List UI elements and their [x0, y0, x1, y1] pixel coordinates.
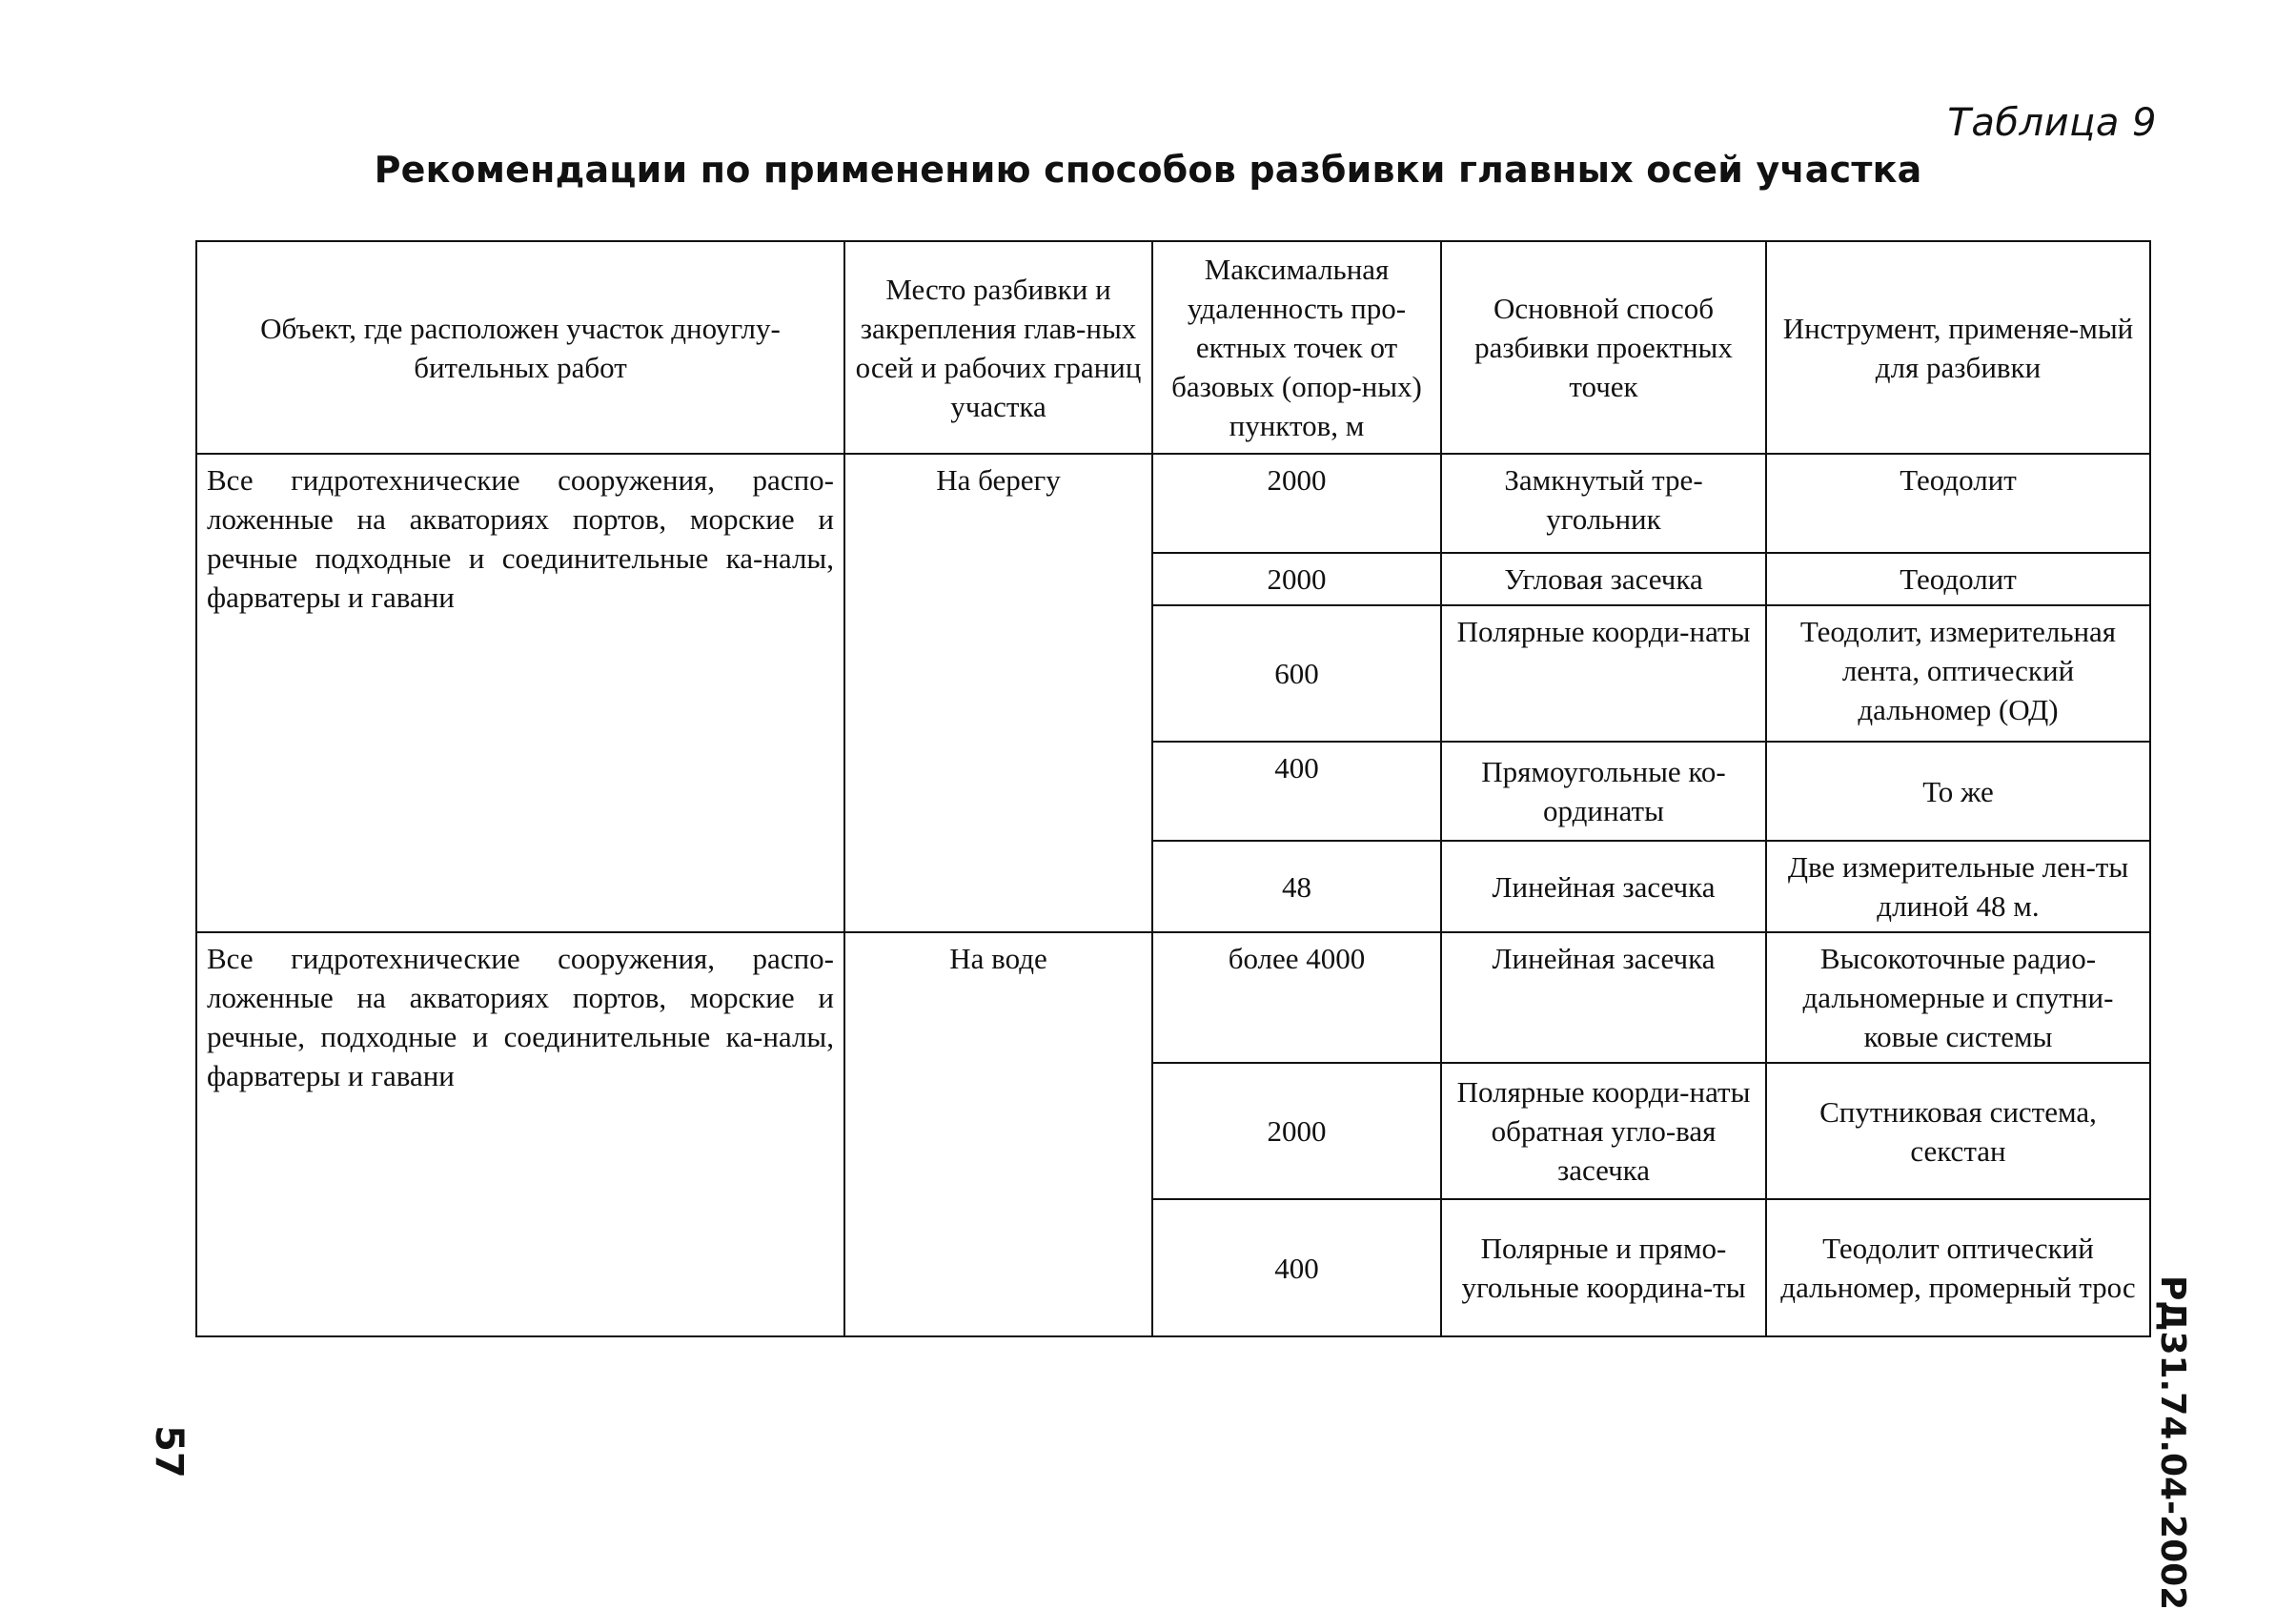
distance-cell: 2000	[1152, 454, 1441, 553]
object-cell: Все гидротехнические сооружения, распо-ложенные на акваториях портов, морские и речные подходные и соединительные ка-налы, фарватеры и гавани	[196, 454, 844, 932]
distance-cell: 400	[1152, 742, 1441, 841]
table-row	[196, 932, 2150, 1063]
distance-cell: 2000	[1152, 1063, 1441, 1199]
method-cell: Прямоугольные ко-ординаты	[1441, 742, 1766, 841]
instrument-cell: Теодолит	[1766, 553, 2150, 605]
table-title: Рекомендации по применению способов разбивки главных осей участка	[374, 149, 1922, 191]
header-place: Место разбивки и закрепления глав-ных осей и рабочих границ участка	[844, 241, 1152, 454]
method-cell: Линейная засечка	[1441, 932, 1766, 1063]
header-method: Основной способ разбивки проектных точек	[1441, 241, 1766, 454]
instrument-cell: Теодолит оптический дальномер, промерный трос	[1766, 1199, 2150, 1336]
method-cell: Замкнутый тре-угольник	[1441, 454, 1766, 553]
instrument-cell: Теодолит	[1766, 454, 2150, 553]
header-instrument: Инструмент, применяе-мый для разбивки	[1766, 241, 2150, 454]
place-cell: На берегу	[844, 454, 1152, 932]
distance-cell: 600	[1152, 605, 1441, 742]
header-row	[196, 241, 2150, 454]
instrument-cell: То же	[1766, 742, 2150, 841]
header-distance: Максимальная удаленность про-ектных точек от базовых (опор-ных) пунктов, м	[1152, 241, 1441, 454]
distance-cell: более 4000	[1152, 932, 1441, 1063]
object-cell: Все гидротехнические сооружения, распо-ложенные на акваториях портов, морские и речные, подходные и соединительные ка-налы, фарватеры и гавани	[196, 932, 844, 1336]
header-object: Объект, где расположен участок дноуглу-бительных работ	[196, 241, 844, 454]
instrument-cell: Высокоточные радио-дальномерные и спутни-ковые системы	[1766, 932, 2150, 1063]
distance-cell: 400	[1152, 1199, 1441, 1336]
method-cell: Полярные коорди-наты	[1441, 605, 1766, 742]
table-row	[196, 454, 2150, 553]
place-cell: На воде	[844, 932, 1152, 1336]
method-cell: Полярные и прямо-угольные координа-ты	[1441, 1199, 1766, 1336]
instrument-cell: Теодолит, измерительная лента, оптический дальномер (ОД)	[1766, 605, 2150, 742]
distance-cell: 2000	[1152, 553, 1441, 605]
method-cell: Полярные коорди-наты обратная угло-вая засечка	[1441, 1063, 1766, 1199]
method-cell: Линейная засечка	[1441, 841, 1766, 932]
document-code: РД31.74.04-2002	[2153, 1275, 2192, 1610]
table-label: Таблица 9	[1947, 101, 2157, 145]
instrument-cell: Спутниковая система, секстан	[1766, 1063, 2150, 1199]
distance-cell: 48	[1152, 841, 1441, 932]
instrument-cell: Две измерительные лен-ты длиной 48 м.	[1766, 841, 2150, 932]
method-cell: Угловая засечка	[1441, 553, 1766, 605]
recommendations-table	[195, 240, 2151, 1337]
page-number: 57	[147, 1425, 191, 1478]
